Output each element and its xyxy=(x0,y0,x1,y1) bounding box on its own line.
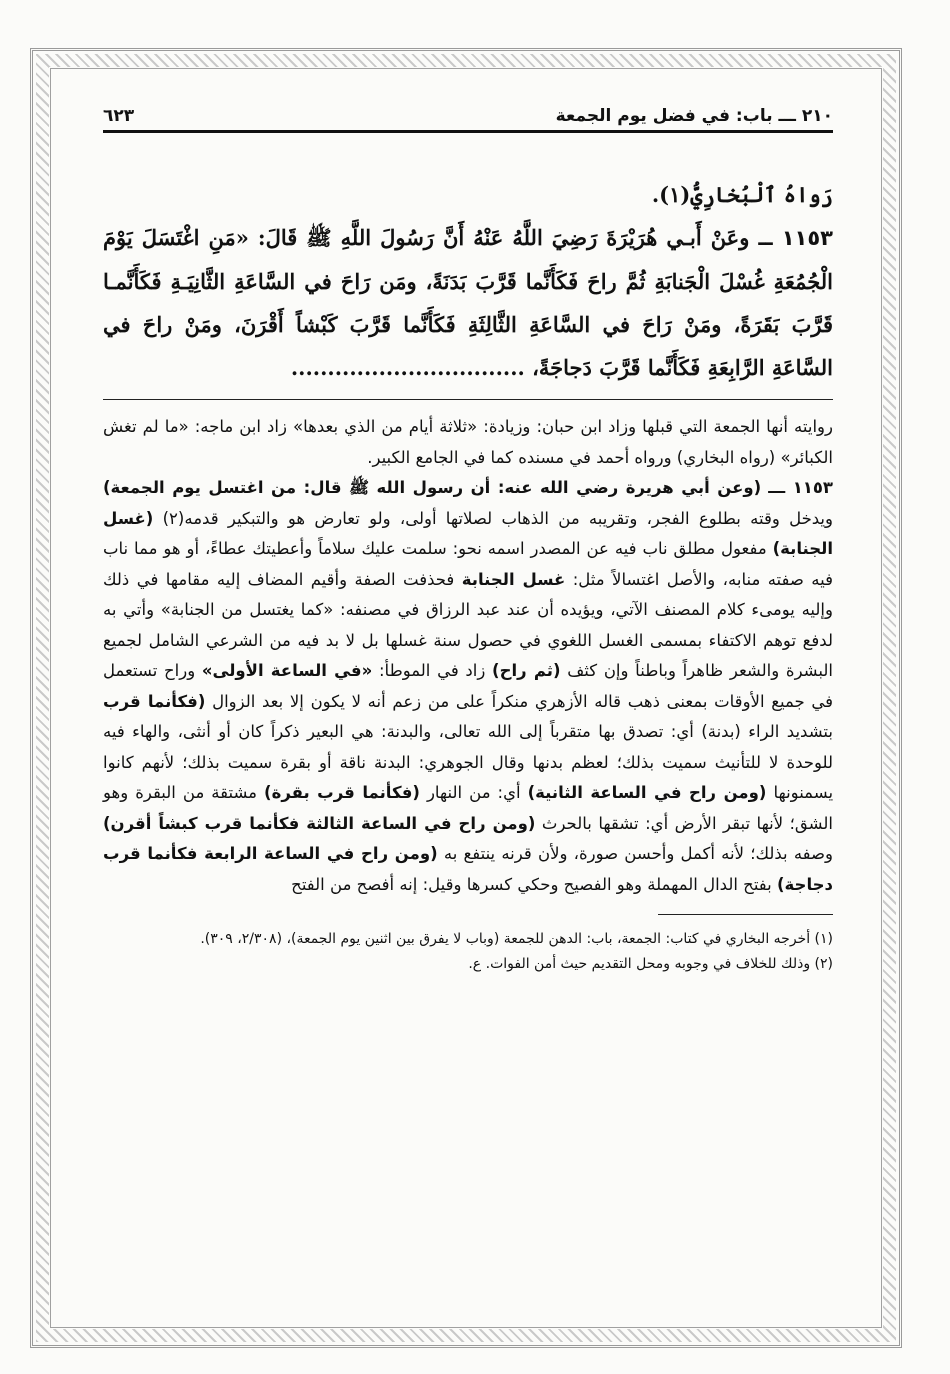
quoted-hadith: (ومن راح في الساعة الرابعة فكأنما قرب دجاجة) xyxy=(103,844,833,894)
previous-hadith-ending: رَواهُ ٱلْبُخارِيُّ(١). xyxy=(651,182,833,207)
quoted-hadith: (ومن راح في الساعة الثانية) xyxy=(527,783,767,802)
running-header xyxy=(103,90,833,133)
quoted-hadith: (فكأنما قرب xyxy=(103,691,206,711)
footnote-divider xyxy=(658,914,833,915)
quoted-hadith: (وعن أبي هريرة رضي الله عنه: أن رسول الله ﷺ قال: من اغتسل يوم الجمعة) xyxy=(103,478,762,497)
quoted-hadith: (ثم راح) xyxy=(492,661,561,680)
commentary-text: ويدخل وقته بطلوع الفجر، وتقريبه من الذهاب لصلاتها أولى، ولو تعارض هو والتبكير قدمه(٢) xyxy=(162,508,833,528)
text-commentary-divider xyxy=(103,399,833,400)
footnotes xyxy=(103,927,833,977)
commentary-text: بفتح الدال المهملة وهو الفصيح وحكي كسرها وقيل: إنه أفصح من الفتح xyxy=(291,874,772,894)
hadith-number: ١١٥٣ ــ xyxy=(758,226,834,250)
quoted-hadith: (غسل الجنابة) xyxy=(103,508,834,558)
quoted-hadith: «في الساعة الأولى» xyxy=(201,661,373,680)
quoted-hadith: (فكأنما قرب بقرة) xyxy=(264,783,420,802)
commentary-paragraph xyxy=(103,473,833,900)
commentary-text: أي: من النهار xyxy=(426,783,521,802)
page-number: ٦٢٣ xyxy=(103,106,135,126)
commentary-paragraph: روايته أنها الجمعة التي قبلها وزاد ابن حبان: وزيادة: «ثلاثة أيام من الذي بعدها» زاد ابن ماجه: «ما لم تغش الكبائر» (رواه البخاري) ورواه أحمد في مسنده كما في الجامع الكبير. xyxy=(103,417,833,467)
commentary-text: مشتقة من البقرة وهو الشق؛ لأنها تبقر الأرض أي: تشقها بالحرث xyxy=(103,783,833,833)
commentary-text: مفعول مطلق ناب فيه عن المصدر اسمه نحو: سلمت عليك سلاماً وأعطيتك عطاءً، أو هو مما ناب فيه صفته منابه، والأصل اغتسالاً مثل: xyxy=(103,539,834,589)
hadith-1153 xyxy=(103,216,833,389)
commentary-text: وصفه بذلك؛ لأنه أكمل وأحسن صورة، ولأن قرنه ينتفع به xyxy=(443,844,834,863)
chapter-title: ٢١٠ ـــ باب: في فضل يوم الجمعة xyxy=(555,106,833,126)
quoted-hadith: (ومن راح في الساعة الثالثة فكأنما قرب كبشاً أقرن) xyxy=(103,813,536,833)
footnote-2: (٢) وذلك للخلاف في وجوبه ومحل التقديم حيث أمن الفوات. ع. xyxy=(468,956,833,972)
commentary-block xyxy=(103,412,833,900)
commentary-text: بتشديد الراء (بدنة) أي: تصدق بها متقرباً إلى الله تعالى، والبدنة: هي البعير ذكراً كان أو أنثى، والهاء فيه للوحدة لا للتأنيث سميت بذلك؛ لعظم بدنها وقال الجوهري: البدنة ناقة أو بقرة سميت بذلك؛ لأنهم كانوا يسمنونها xyxy=(103,722,834,802)
footnote-1: (١) أخرجه البخاري في كتاب: الجمعة، باب: الدهن للجمعة (وباب لا يفرق بين اثنين يوم الجمعة)، (٢/٣٠٨، ٣٠٩). xyxy=(200,931,833,947)
hadith-text-block xyxy=(103,173,833,389)
ellipsis: ................................ xyxy=(290,355,525,380)
hadith-body: وعَنْ أَبـي هُرَيْرَةَ رَضِيَ اللَّهُ عَنْهُ أَنَّ رَسُولَ اللَّهِ ﷺ قَالَ: «مَنِ اغْتَسَلَ يَوْمَ الْجُمُعَةِ غُسْلَ الْجَنابَةِ ثُمَّ راحَ فَكَأَنَّما قَرَّبَ بَدَنَةً، ومَن رَاحَ في السَّاعَةِ الثَّانِيَـةِ فَكَأَنَّمـا قَرَّبَ بَقَرَةً، ومَنْ رَاحَ في السَّاعَةِ الثَّالِثَةِ فَكَأَنَّما قَرَّبَ كَبْشاً أَقْرَنَ، ومَنْ راحَ في السَّاعَةِ الرَّابِعَةِ فَكَأَنَّما قَرَّبَ دَجاجَةً، xyxy=(103,225,833,380)
page-content xyxy=(103,90,833,1290)
quoted-hadith: غسل الجنابة xyxy=(461,569,566,589)
commentary-hadith-number: ١١٥٣ ـــ xyxy=(768,478,833,497)
commentary-text: فحذفت الصفة وأقيم المضاف إليه مقامها في ذلك وإليه يومىء كلام المصنف الآتي، ويؤيده أن عند عبد الرزاق في مصنفه: «كما يغتسل من الجنابة» وأتي به لدفع توهم الاكتفاء بمسمى الغسل اللغوي في حصول سنة غسلها بل لا بد فيه من الشرعي الشامل لجميع البشرة والشعر ظاهراً وباطناً وإن كثف xyxy=(103,569,833,680)
commentary-text: زاد في الموطأ: xyxy=(378,661,486,680)
commentary-text: وراح تستعمل في جميع الأوقات بمعنى ذهب قاله الأزهري منكراً على من زعم أنه لا يكون إلا بعد الزوال xyxy=(103,661,834,711)
